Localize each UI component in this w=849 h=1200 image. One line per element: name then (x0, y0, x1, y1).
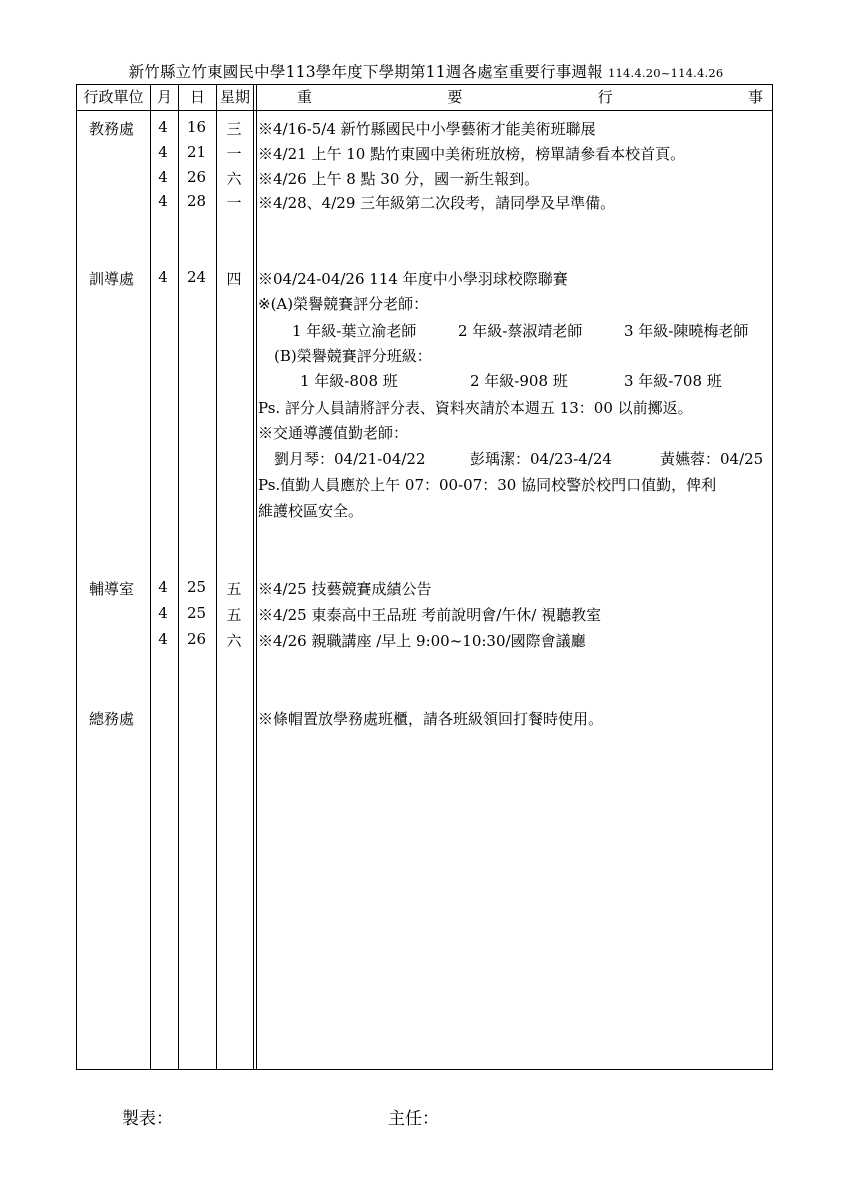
row-month: 4 (158, 118, 168, 136)
header-divider (77, 110, 772, 111)
row-event: ※條帽置放學務處班櫃，請各班級領回打餐時使用。 (258, 710, 604, 728)
row-weekday: 六 (226, 632, 242, 650)
note-line: Ps.值勤人員應於上午 07：00-07：30 協同校警於校門口值勤，俾利 (258, 476, 717, 494)
row-weekday: 六 (226, 170, 242, 188)
row-day: 21 (186, 143, 207, 161)
note-line: 3 年級-陳曉梅老師 (624, 322, 749, 340)
row-event: ※04/24-04/26 114 年度中小學羽球校際聯賽 (258, 270, 568, 288)
header-events (261, 85, 769, 110)
row-event: ※4/21 上午 10 點竹東國中美術班放榜，榜單請參看本校首頁。 (258, 145, 686, 163)
row-month: 4 (158, 604, 168, 622)
row-day: 25 (186, 604, 207, 622)
row-day: 24 (186, 268, 207, 286)
row-month: 4 (158, 268, 168, 286)
column-divider-1 (150, 85, 151, 1069)
note-line: Ps. 評分人員請將評分表、資料夾請於本週五 13：00 以前擲返。 (258, 399, 693, 417)
note-line: 黃嬿蓉：04/25 (660, 450, 764, 468)
row-event: ※4/26 親職講座 /早上 9:00~10:30/國際會議廳 (258, 632, 586, 650)
note-line: 1 年級-808 班 (300, 372, 398, 390)
note-line: (B)榮譽競賽評分班級： (274, 347, 432, 365)
note-line: 維護校區安全。 (258, 502, 364, 520)
header-events-char: 重 (297, 88, 313, 106)
note-line: 2 年級-蔡淑靖老師 (458, 322, 583, 340)
dept-academic: 教務處 (89, 120, 135, 138)
row-weekday: 一 (226, 145, 242, 163)
row-month: 4 (158, 578, 168, 596)
header-department: 行政單位 (83, 88, 144, 106)
column-divider-4 (253, 85, 254, 1069)
row-weekday: 一 (226, 194, 242, 212)
row-day: 26 (186, 168, 207, 186)
note-line: ※交通導護值勤老師： (258, 424, 409, 442)
dept-general-affairs: 總務處 (89, 710, 135, 728)
row-event: ※4/26 上午 8 點 30 分，國一新生報到。 (258, 170, 540, 188)
dept-student-affairs: 訓導處 (89, 270, 135, 288)
schedule-table (76, 84, 773, 1070)
header-month: 月 (156, 88, 172, 106)
row-weekday: 五 (226, 580, 242, 598)
date-range: 114.4.20~114.4.26 (607, 66, 724, 80)
header-day: 日 (189, 88, 205, 106)
row-day: 28 (186, 192, 207, 210)
note-line: 2 年級-908 班 (470, 372, 568, 390)
note-line: 彭瑀潔：04/23-4/24 (470, 450, 612, 468)
header-events-char: 行 (597, 88, 613, 106)
row-weekday: 五 (226, 606, 242, 624)
row-month: 4 (158, 192, 168, 210)
title-text: 新竹縣立竹東國民中學113學年度下學期第11週各處室重要行事週報 (128, 63, 603, 81)
header-weekday: 星期 (219, 88, 250, 106)
dept-counseling: 輔導室 (89, 580, 135, 598)
note-line: 劉月琴：04/21-04/22 (274, 450, 426, 468)
row-month: 4 (158, 630, 168, 648)
row-event: ※4/16-5/4 新竹縣國民中小學藝術才能美術班聯展 (258, 120, 596, 138)
row-weekday: 三 (226, 120, 242, 138)
maker-signature-label: 製表： (122, 1109, 173, 1129)
row-day: 25 (186, 578, 207, 596)
note-line: 3 年級-708 班 (624, 372, 722, 390)
row-day: 26 (186, 630, 207, 648)
column-divider-5 (256, 85, 257, 1069)
row-event: ※4/28、4/29 三年級第二次段考，請同學及早準備。 (258, 194, 616, 212)
page-title (76, 60, 776, 82)
row-weekday: 四 (226, 270, 242, 288)
column-divider-3 (216, 85, 217, 1069)
row-event: ※4/25 東泰高中王品班 考前說明會/午休/ 視聽教室 (258, 606, 602, 624)
row-event: ※4/25 技藝競賽成績公告 (258, 580, 432, 598)
row-month: 4 (158, 143, 168, 161)
note-line: 1 年級-葉立渝老師 (292, 322, 417, 340)
column-divider-2 (178, 85, 179, 1069)
header-events-char: 要 (447, 88, 463, 106)
row-day: 16 (186, 118, 207, 136)
header-events-char: 事 (747, 88, 763, 106)
row-month: 4 (158, 168, 168, 186)
director-signature-label: 主任： (388, 1109, 439, 1129)
note-line: ※(A)榮譽競賽評分老師： (258, 295, 429, 313)
